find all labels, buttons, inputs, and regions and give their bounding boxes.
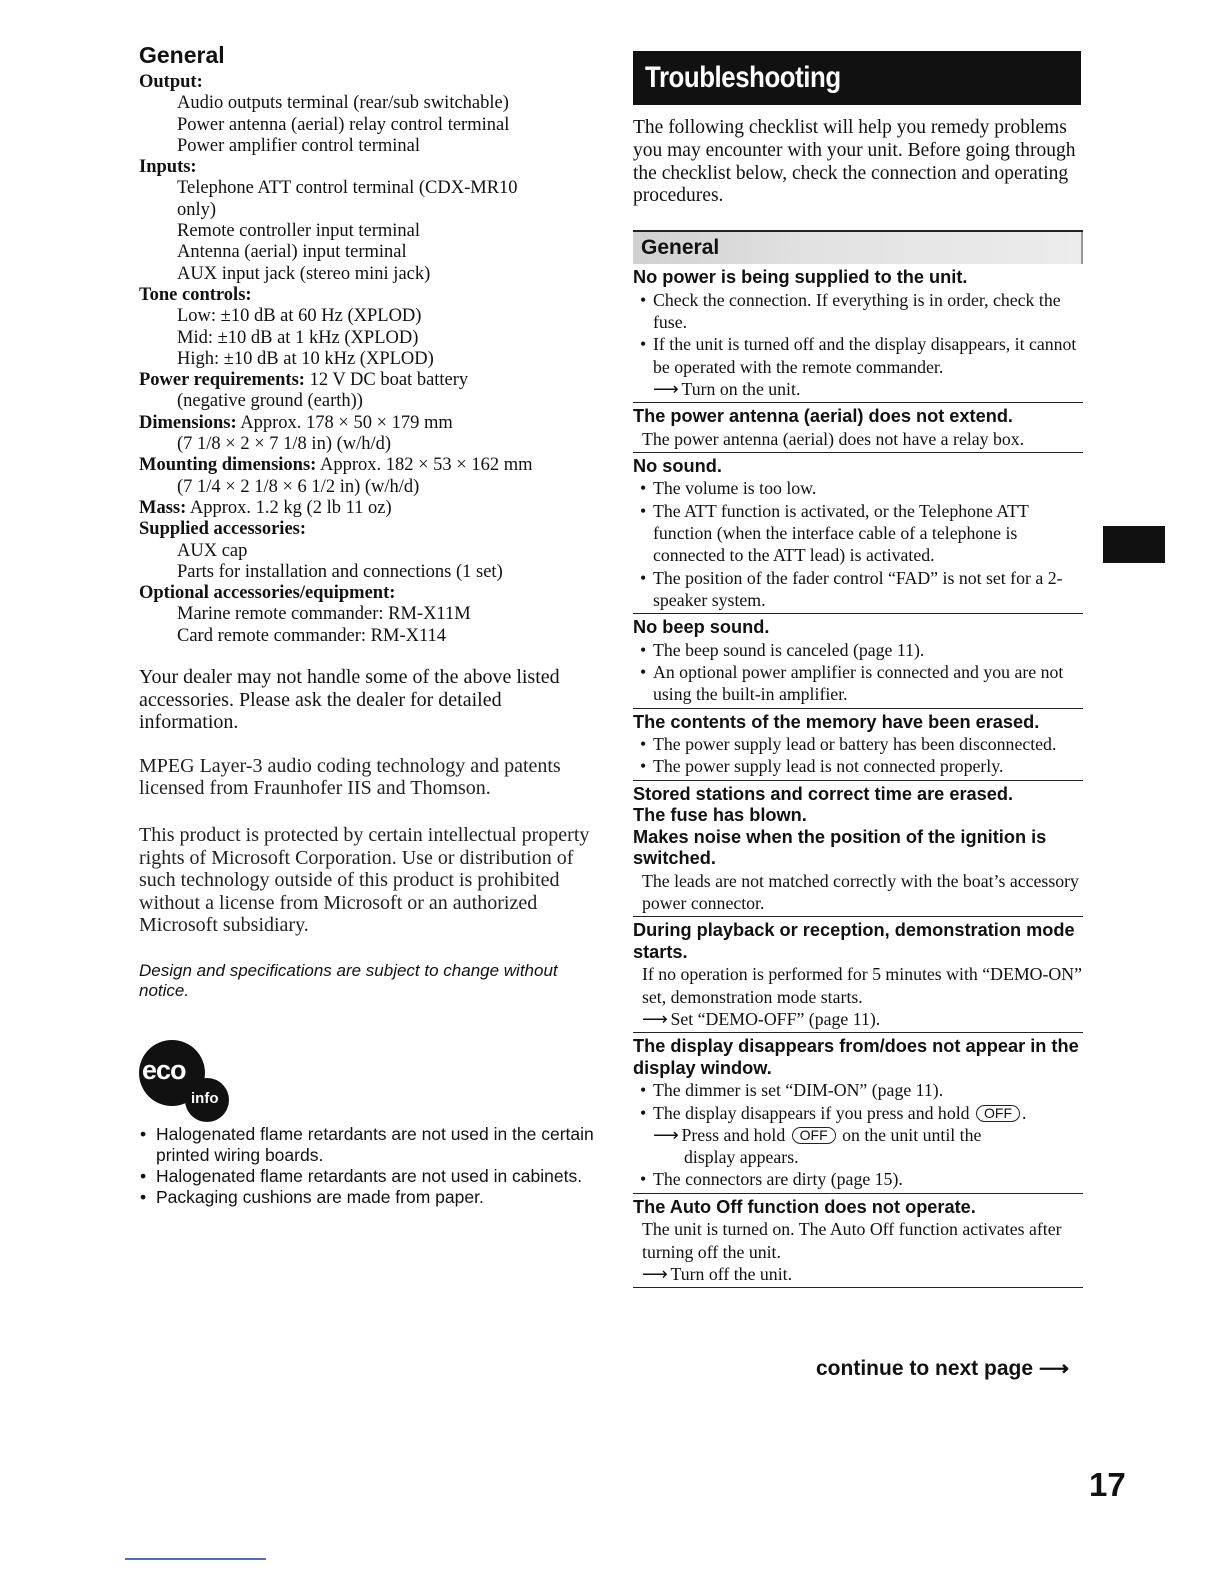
remedy-line — [633, 1124, 1083, 1146]
bullet-line — [633, 1168, 1083, 1190]
eco-list-item: • Halogenated flame retardants are not used in cabinets. — [139, 1166, 599, 1187]
troubleshooting-title: Troubleshooting — [645, 61, 841, 94]
spec-entry — [139, 455, 599, 476]
problem-heading: Stored stations and correct time are erased. — [633, 783, 1014, 804]
mpeg-license-note: MPEG Layer-3 audio coding technology and patents licensed from Fraunhofer IIS and Thomson. — [139, 754, 561, 800]
bullet-line — [633, 477, 1083, 499]
spec-detail-line: (7 1/4 × 2 1/8 × 6 1/2 in) (w/h/d) — [177, 476, 420, 497]
text-line — [633, 1218, 1083, 1263]
spec-detail-line: (negative ground (earth)) — [177, 391, 363, 412]
line-text: The dimmer is set “DIM-ON” (page 11). — [653, 1080, 944, 1101]
right-arrow-icon: ⟶ — [1038, 1357, 1069, 1380]
spec-detail-line: AUX cap — [177, 540, 248, 561]
bullet-line — [633, 1079, 1083, 1101]
continue-label: continue to next page — [816, 1357, 1034, 1380]
line-text-after: on the unit until the — [842, 1124, 982, 1145]
spec-entry — [139, 285, 599, 306]
problem-heading: The contents of the memory have been erased. — [633, 711, 1040, 732]
line-text: If the unit is turned off and the display disappears, it cannot be operated with the remote commander. — [653, 334, 1077, 377]
troubleshooting-item — [633, 267, 1083, 403]
left-column — [139, 42, 599, 1208]
line-text: The ATT function is activated, or the Telephone ATT function (when the interface cable of a telephone is connected to the ATT lead) is activated. — [653, 500, 1029, 566]
spec-detail-line: High: ±10 dB at 10 kHz (XPLOD) — [177, 348, 434, 369]
eco-logo-word: eco — [142, 1054, 186, 1085]
line-text: The power supply lead or battery has been disconnected. — [653, 734, 1057, 755]
right-arrow-icon: ⟶ — [642, 1263, 668, 1284]
bullet-line — [633, 333, 1083, 378]
problem-heading: No power is being supplied to the unit. — [633, 267, 968, 288]
spec-detail-line: Low: ±10 dB at 60 Hz (XPLOD) — [177, 306, 422, 327]
off-key-icon: OFF — [976, 1105, 1020, 1122]
text-line — [633, 870, 1083, 915]
problem-heading: The power antenna (aerial) does not extend. — [633, 406, 1013, 427]
eco-list-item: • Packaging cushions are made from paper. — [139, 1187, 599, 1208]
troubleshooting-item — [633, 784, 1083, 918]
spec-detail-line: Parts for installation and connections (1 set) — [177, 561, 503, 582]
troubleshooting-item — [633, 920, 1083, 1033]
line-text: Turn on the unit. — [681, 378, 801, 399]
page-number: 17 — [1089, 1466, 1126, 1503]
spec-value: Approx. 178 × 50 × 179 mm — [240, 412, 453, 433]
line-text: The unit is turned on. The Auto Off function activates after turning off the unit. — [642, 1219, 1062, 1262]
bullet-line — [633, 661, 1083, 706]
line-text: The display disappears if you press and hold — [653, 1102, 970, 1123]
bullet-line — [633, 500, 1083, 567]
bullet-line — [633, 639, 1083, 661]
problem-heading: The fuse has blown. — [633, 805, 807, 826]
troubleshooting-item — [633, 712, 1083, 781]
spec-detail-line: Card remote commander: RM-X114 — [177, 625, 447, 646]
troubleshooting-item — [633, 1197, 1083, 1288]
bullet-line — [633, 733, 1083, 755]
right-arrow-icon: ⟶ — [653, 1124, 679, 1145]
bullet-line — [633, 1102, 1083, 1124]
spec-label: Mounting dimensions: — [139, 455, 317, 476]
spec-detail-line: Audio outputs terminal (rear/sub switchable) — [177, 93, 509, 114]
troubleshooting-item — [633, 617, 1083, 708]
line-text: The beep sound is canceled (page 11). — [653, 639, 925, 660]
spec-entry — [139, 519, 599, 540]
remedy-line — [633, 378, 1083, 400]
line-text: Press and hold — [681, 1124, 786, 1145]
bullet-line — [633, 567, 1083, 612]
troubleshooting-banner — [633, 51, 1081, 105]
spec-value: Approx. 182 × 53 × 162 mm — [319, 455, 533, 476]
section-title: General — [641, 236, 720, 260]
right-column — [633, 51, 1083, 1288]
specifications-list — [139, 72, 599, 647]
spec-detail-line: Remote controller input terminal — [177, 221, 421, 242]
spec-detail-line: only) — [177, 199, 217, 220]
bullet-line — [633, 289, 1083, 334]
eco-info-logo — [139, 1040, 229, 1120]
bullet-line — [633, 755, 1083, 777]
specs-title: General — [139, 42, 225, 68]
spec-value: 12 V DC boat battery — [309, 370, 469, 391]
line-text: An optional power amplifier is connected and you are not using the built-in amplifier. — [653, 662, 1064, 705]
remedy-line — [633, 1008, 1083, 1030]
eco-list-item: • Halogenated flame retardants are not used in the certain printed wiring boards. — [139, 1124, 599, 1166]
spec-detail-line: Marine remote commander: RM-X11M — [177, 604, 471, 625]
spec-entry — [139, 370, 599, 391]
problem-heading: During playback or reception, demonstration mode starts. — [633, 920, 1075, 962]
text-line — [633, 1146, 1083, 1168]
line-text-after: . — [1022, 1102, 1027, 1123]
troubleshooting-item — [633, 456, 1083, 614]
text-line — [633, 963, 1083, 1008]
eco-info-list — [139, 1124, 599, 1208]
spec-entry — [139, 157, 599, 178]
line-text: The volume is too low. — [653, 478, 817, 499]
problem-heading: No beep sound. — [633, 617, 770, 638]
line-text: Set “DEMO-OFF” (page 11). — [670, 1008, 881, 1029]
problem-heading: No sound. — [633, 455, 722, 476]
spec-detail-line: Mid: ±10 dB at 1 kHz (XPLOD) — [177, 327, 419, 348]
spec-entry — [139, 583, 599, 604]
line-text: If no operation is performed for 5 minutes with “DEMO-ON” set, demonstration mode starts. — [642, 964, 1082, 1007]
spec-detail-line: Power amplifier control terminal — [177, 135, 420, 156]
spec-detail-line: Telephone ATT control terminal (CDX-MR10 — [177, 178, 518, 199]
spec-entry — [139, 413, 599, 434]
design-change-note: Design and specifications are subject to change without notice. — [139, 960, 558, 1001]
line-text: The connectors are dirty (page 15). — [653, 1169, 903, 1190]
continue-to-next-page — [816, 1355, 1069, 1383]
line-text: The power antenna (aerial) does not have a relay box. — [642, 428, 1025, 449]
spec-detail-line: AUX input jack (stereo mini jack) — [177, 263, 431, 284]
problem-heading: The Auto Off function does not operate. — [633, 1196, 976, 1217]
line-text: The leads are not matched correctly with the boat’s accessory power connector. — [642, 870, 1079, 914]
spec-label: Optional accessories/equipment: — [139, 583, 396, 604]
spec-detail-line: Antenna (aerial) input terminal — [177, 242, 407, 263]
spec-label: Tone controls: — [139, 284, 252, 305]
bottom-rule — [125, 1558, 266, 1560]
spec-label: Supplied accessories: — [139, 519, 307, 540]
right-arrow-icon: ⟶ — [642, 1008, 668, 1029]
spec-entry — [139, 72, 599, 93]
remedy-line — [633, 1263, 1083, 1285]
spec-label: Mass: — [139, 497, 187, 518]
spec-label: Inputs: — [139, 157, 197, 178]
troubleshooting-items — [633, 267, 1083, 1288]
line-text: The position of the fader control “FAD” is not set for a 2-speaker system. — [653, 567, 1063, 610]
spec-value: Approx. 1.2 kg (2 lb 11 oz) — [189, 497, 392, 518]
troubleshooting-intro: The following checklist will help you remedy problems you may encounter with your unit. Before going through the checklist below, check the connection and operating procedures. — [633, 117, 1076, 207]
spec-entry — [139, 498, 599, 519]
section-side-tab — [1103, 526, 1165, 563]
line-text: Turn off the unit. — [670, 1263, 793, 1284]
problem-heading: Makes noise when the position of the ignition is switched. — [633, 826, 1047, 869]
troubleshooting-item — [633, 1036, 1083, 1193]
line-text: The power supply lead is not connected properly. — [653, 756, 1004, 777]
troubleshooting-item — [633, 406, 1083, 453]
dealer-note: Your dealer may not handle some of the above listed accessories. Please ask the dealer for detailed information. — [139, 666, 560, 734]
microsoft-license-note: This product is protected by certain intellectual property rights of Microsoft Corporation. Use or distribution of such technology outside of this product is prohibited without a license from Microsoft or an authorized Microsoft subsidiary. — [139, 823, 590, 937]
problem-heading: The display disappears from/does not appear in the display window. — [633, 1036, 1079, 1078]
off-key-icon: OFF — [792, 1127, 836, 1144]
spec-detail-line: (7 1/8 × 2 × 7 1/8 in) (w/h/d) — [177, 434, 392, 455]
spec-label: Power requirements: — [139, 370, 305, 391]
section-header-bar — [633, 230, 1083, 264]
right-arrow-icon: ⟶ — [653, 378, 679, 399]
spec-detail-line: Power antenna (aerial) relay control terminal — [177, 114, 510, 135]
eco-logo-sub: info — [191, 1089, 219, 1107]
spec-label: Output: — [139, 72, 203, 92]
line-text: Check the connection. If everything is in order, check the fuse. — [653, 289, 1061, 332]
line-text: display appears. — [684, 1147, 799, 1168]
text-line — [633, 428, 1083, 450]
spec-label: Dimensions: — [139, 412, 237, 433]
